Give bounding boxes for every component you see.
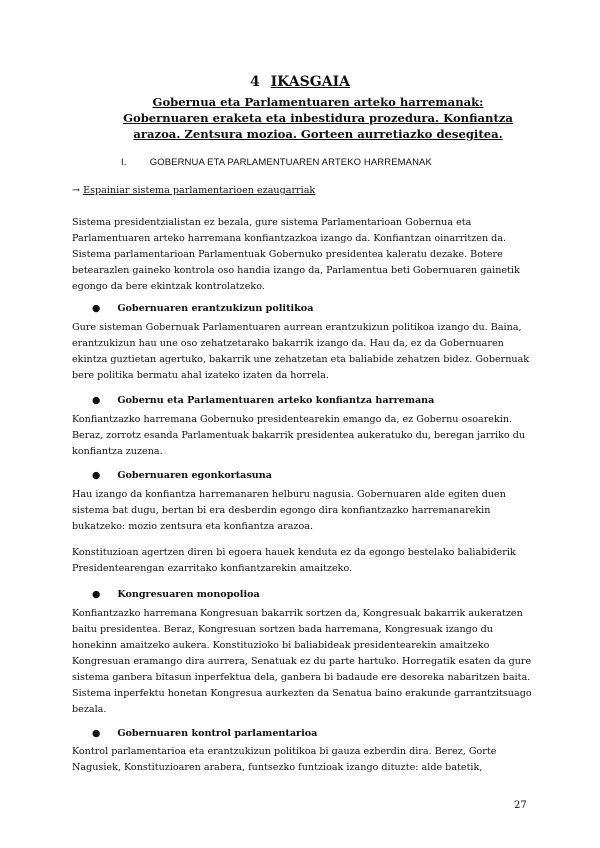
bullet-heading-text: Gobernu eta Parlamentuaren arteko konfiantza harremana <box>117 395 435 406</box>
lesson-title <box>0 74 600 90</box>
paragraph-konstituzioa: Konstituzioan agertzen diren bi egoera hauek kenduta ez da egongo bestelako baliabiderik Presidentearengan ezarritako konfiantzarekin amaitzeko. <box>72 547 516 574</box>
bullet-icon: ● <box>92 395 101 406</box>
paragraph-monopolioa: Konfiantzazko harremana Kongresuan bakarrik sortzen da, Kongresuak bakarrik aukeratzen baitu presidentea. Beraz, Kongresuan sortzen bada harremana, Kongresuak izango du honekinn amaitzeko aukera. Konstituzioko bi baliabideak presidentearekin amaitzeko Kongresuan eramango dira aurrera, Senatuak ez du parte hartuko. Horregatik esaten da gure sistema ganbera bitasun inperfektua dela, ganbera bi badaude ere desoreka nabaritzen baita. Sistema inperfektu honetan Kongresua aurkezten da Senatua baino erakunde garrantzitsuago bezala. <box>72 608 532 715</box>
subsection-heading <box>72 185 315 196</box>
section-heading <box>121 157 432 168</box>
bullet-heading-monopolioa <box>92 589 260 600</box>
section-numeral: I. <box>121 157 127 168</box>
paragraph-intro: Sistema presidentzialistan ez bezala, gure sistema Parlamentarioan Gobernua eta Parlamentuaren arteko harremana konfiantzazkoa izango da. Konfiantzan oinarritzen da. Sistema parlamentarioan Parlamentuak Gobernuko presidentea kaleratu dezake. Botere betearazlen gaineko kontrola oso handia izango da, Parlamentua beti Gobernuaren gainetik egongo da bere ekintzak kontrolatzeko. <box>72 217 520 292</box>
bullet-icon: ● <box>92 728 101 739</box>
subsection-heading-text: Espainiar sistema parlamentarioen ezaugarriak <box>83 185 316 196</box>
bullet-heading-konfiantza <box>92 395 434 406</box>
bullet-heading-egonkortasuna <box>92 470 272 481</box>
bullet-icon: ● <box>92 303 101 314</box>
bullet-heading-text: Gobernuaren erantzukizun politikoa <box>117 303 314 314</box>
bullet-icon: ● <box>92 589 101 600</box>
section-title: GOBERNUA ETA PARLAMENTUAREN ARTEKO HARREMANAK <box>149 157 432 168</box>
paragraph-erantzukizuna: Gure sisteman Gobernuak Parlamentuaren aurrean erantzukizun politikoa izango du. Baina, erantzukizun hau une oso zehatzetarako bakarrik izango da. Hau da, ez da Gobernuaren ekintza guztietan agertuko, bakarrik une zehatzetan eta baliabide zehatzen bidez. Gobernuak bere politika bermatu ahal izateko izaten da horrela. <box>72 322 530 381</box>
paragraph-egonkortasuna: Hau izango da konfiantza harremanaren helburu nagusia. Gobernuaren alde egiten duen sistema bat dugu, bertan bi era desberdin egongo dira konfiantzazko harremanarekin bukatzeko: mozio zentsura eta konfiantza arazoa. <box>72 489 506 532</box>
lesson-name: IKASGAIA <box>270 74 350 90</box>
bullet-heading-text: Gobernuaren kontrol parlamentarioa <box>117 728 318 739</box>
paragraph-konfiantza: Konfiantzazko harremana Gobernuko presidentearekin emango da, ez Gobernu osoarekin. Beraz, zorrotz esanda Parlamentuak bakarrik presidentea aukeratuko du, beregan jarriko du konfiantza zuzena. <box>72 414 526 457</box>
lesson-subtitle: Gobernua eta Parlamentuaren arteko harremanak: Gobernuaren eraketa eta inbestidura prozedura. Konfiantza arazoa. Zentsura mozioa. Gorteen aurretiazko desegitea. <box>123 95 513 141</box>
arrow-right-icon: → <box>72 185 81 196</box>
page-number: 27 <box>514 800 527 811</box>
bullet-heading-text: Gobernuaren egonkortasuna <box>117 470 272 481</box>
paragraph-kontrola: Kontrol parlamentarioa eta erantzukizun politikoa bi gauza ezberdin dira. Berez, Gorte Nagusiek, Konstituzioaren arabera, funtsezko funtzioak izango dituzte: alde batetik, <box>72 746 497 773</box>
bullet-heading-text: Kongresuaren monopolioa <box>117 589 260 600</box>
lesson-number: 4 <box>250 74 260 90</box>
bullet-heading-erantzukizuna <box>92 303 313 314</box>
bullet-heading-kontrola <box>92 728 317 739</box>
bullet-icon: ● <box>92 470 101 481</box>
